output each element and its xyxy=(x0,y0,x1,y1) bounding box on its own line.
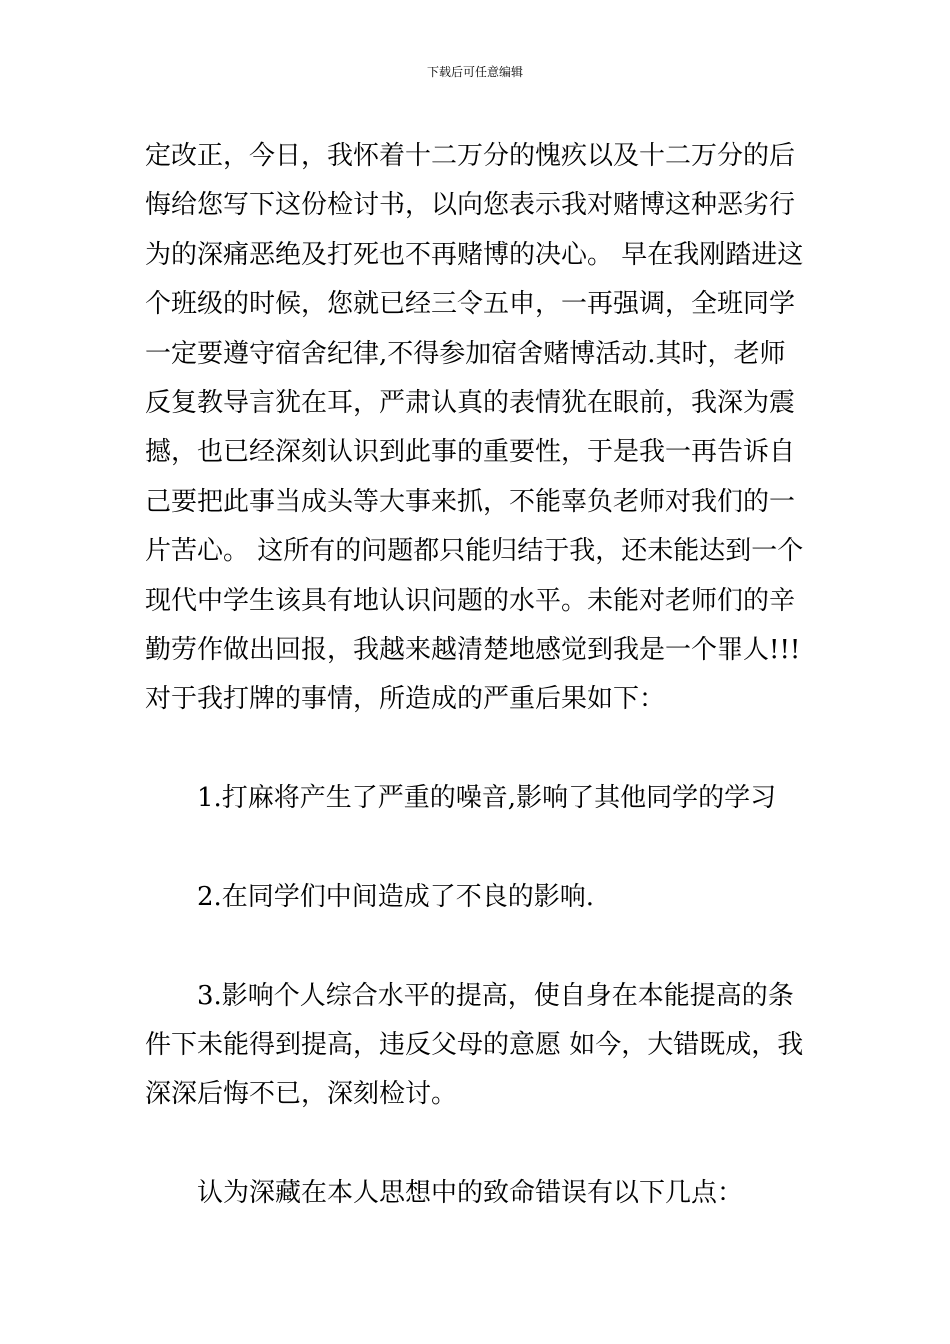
list-item-1 xyxy=(145,774,810,823)
text-line: 认为深藏在本人思想中的致命错误有以下几点： xyxy=(197,1178,744,1209)
paragraph-gap xyxy=(145,922,810,971)
text-line: 为的深痛恶绝及打死也不再赌博的决心。 早在我刚踏进这 xyxy=(145,239,804,270)
text-line: 悔给您写下这份检讨书，以向您表示我对赌博这种恶劣行 xyxy=(145,190,796,221)
page-header: 下载后可任意编辑 xyxy=(426,65,523,79)
text-line: 反复教导言犹在耳，严肃认真的表情犹在眼前，我深为震 xyxy=(145,387,796,418)
text-line: 2.在同学们中间造成了不良的影响. xyxy=(197,881,595,912)
document-body xyxy=(145,132,810,1219)
text-line: 勤劳作做出回报，我越来越清楚地感觉到我是一个罪人!!! xyxy=(145,634,801,665)
text-line: 深深后悔不已，深刻检讨。 xyxy=(145,1079,458,1110)
paragraph-gap xyxy=(145,725,810,774)
text-line: 一定要遵守宿舍纪律,不得参加宿舍赌博活动.其时，老师 xyxy=(145,338,786,369)
text-line: 3.影响个人综合水平的提高，使自身在本能提高的条 xyxy=(197,980,794,1011)
paragraph-gap xyxy=(145,1120,810,1169)
text-line: 现代中学生该具有地认识问题的水平。未能对老师们的辛 xyxy=(145,585,796,616)
text-line: 个班级的时候，您就已经三令五申，一再强调，全班同学 xyxy=(145,289,796,320)
text-line: 件下未能得到提高，违反父母的意愿 如今，大错既成，我 xyxy=(145,1030,804,1061)
text-line: 片苦心。 这所有的问题都只能归结于我，还未能达到一个 xyxy=(145,536,804,567)
paragraph-1 xyxy=(145,132,810,725)
list-item-2 xyxy=(145,873,810,922)
text-line: 撼，也已经深刻认识到此事的重要性，于是我一再告诉自 xyxy=(145,437,796,468)
paragraph-gap xyxy=(145,823,810,872)
text-line: 己要把此事当成头等大事来抓，不能辜负老师对我们的一 xyxy=(145,486,796,517)
paragraph-conclusion xyxy=(145,1169,810,1218)
text-line: 定改正，今日，我怀着十二万分的愧疚以及十二万分的后 xyxy=(145,141,796,171)
list-item-3 xyxy=(145,972,810,1120)
text-line: 1.打麻将产生了严重的噪音,影响了其他同学的学习 xyxy=(197,783,777,814)
text-line: 对于我打牌的事情，所造成的严重后果如下： xyxy=(145,684,666,715)
